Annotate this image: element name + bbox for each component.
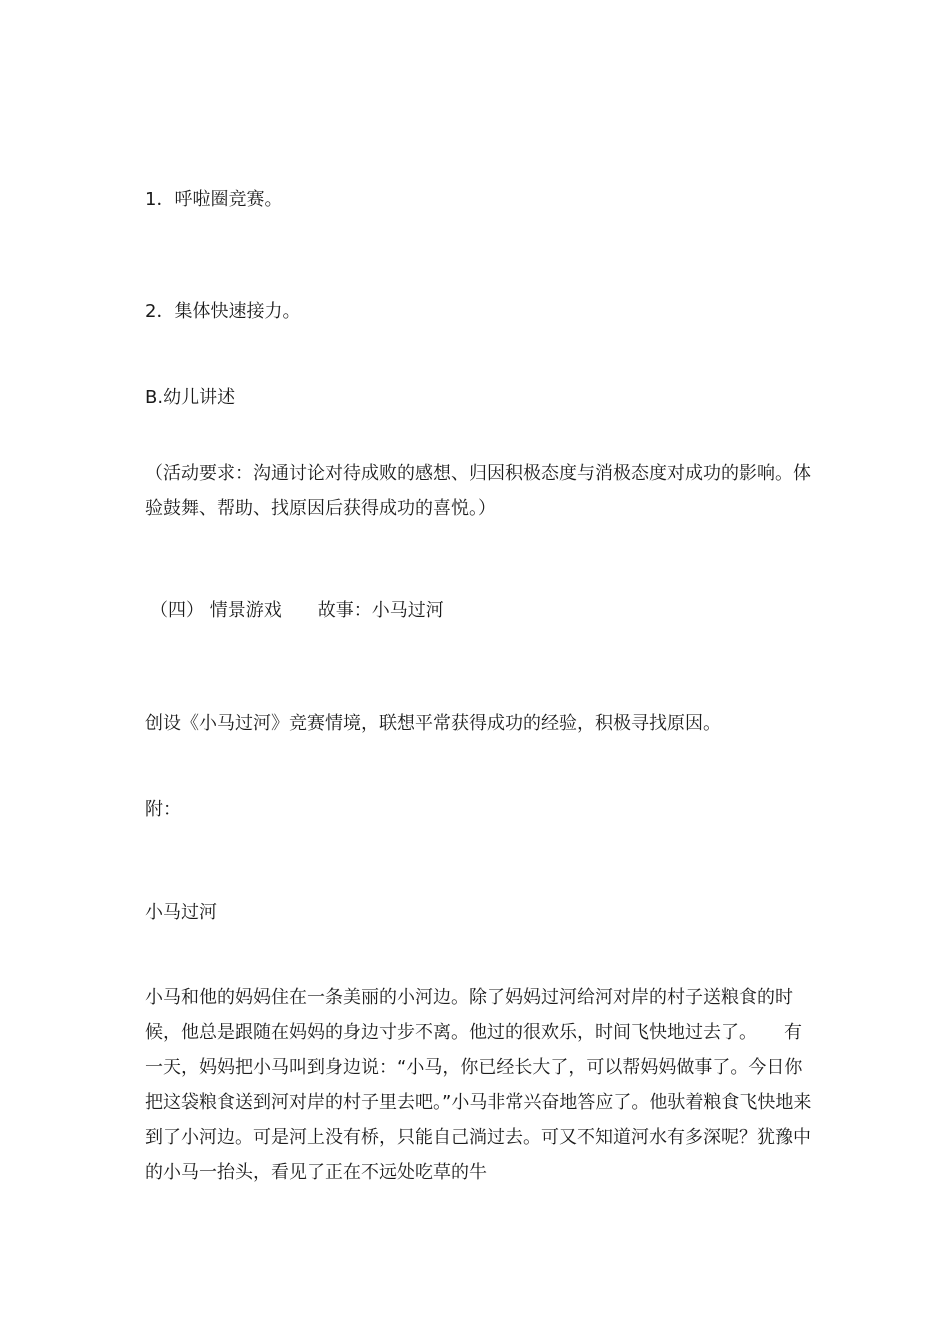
section-heading-b: B.幼儿讲述: [145, 387, 236, 408]
story-title: 小马过河: [145, 902, 217, 923]
list-item-relay: 2．集体快速接力。: [145, 301, 301, 322]
section-heading-four: （四） 情景游戏 故事：小马过河: [150, 600, 444, 621]
appendix-label: 附：: [145, 799, 181, 820]
setup-paragraph: 创设《小马过河》竞赛情境，联想平常获得成功的经验，积极寻找原因。: [145, 713, 721, 734]
activity-requirements: （活动要求：沟通讨论对待成败的感想、归因积极态度与消极态度对成功的影响。体验鼓舞、帮助、找原因后获得成功的喜悦。）: [145, 463, 811, 519]
story-body: 小马和他的妈妈住在一条美丽的小河边。除了妈妈过河给河对岸的村子送粮食的时候，他总是跟随在妈妈的身边寸步不离。他过的很欢乐，时间飞快地过去了。 有一天，妈妈把小马叫到身边说：“小马，你已经长大了，可以帮妈妈做事了。今日你把这袋粮食送到河对岸的村子里去吧。”小马非常兴奋地答应了。他驮着粮食飞快地来到了小河边。可是河上没有桥，只能自己淌过去。可又不知道河水有多深呢？犹豫中的小马一抬头，看见了正在不远处吃草的牛: [145, 987, 812, 1183]
list-item-hula-hoop: 1．呼啦圈竞赛。: [145, 189, 283, 210]
